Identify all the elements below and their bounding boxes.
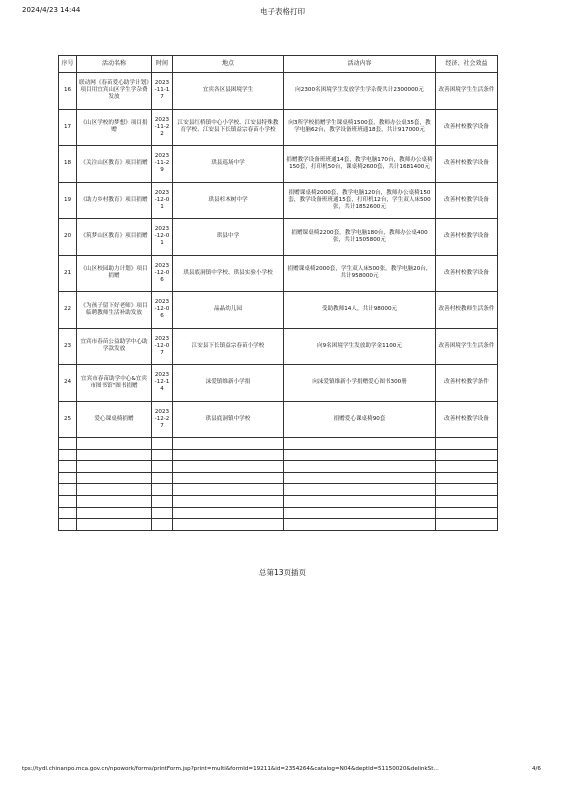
- cell-content: 捐赠课桌椅2200套，教学电脑180台，教师办公桌400张，共计1505800元: [284, 219, 436, 256]
- cell-no: 16: [59, 73, 77, 110]
- table-row: [59, 255, 498, 292]
- empty-cell: [77, 519, 152, 531]
- cell-content: 受助教师14人，共计98000元: [284, 292, 436, 329]
- cell-place: 江安县下长镇益宗春苗小学校: [173, 328, 284, 365]
- empty-row: [59, 484, 498, 496]
- cell-place: 晶晶幼儿园: [173, 292, 284, 329]
- empty-cell: [77, 495, 152, 507]
- empty-cell: [436, 484, 498, 496]
- print-url: tps://tydl.chinanpo.mca.gov.cn/npowork/forms/printForm.jsp?print=multi&formId=19211&id=2354264&catalog=N04&deptId=51150020&delinkSt...: [22, 766, 439, 772]
- page-total-label: 总第13页插页: [258, 568, 307, 577]
- table-row: [59, 328, 498, 365]
- cell-place: 珙县底洞镇中学校: [173, 401, 284, 438]
- table-row: [59, 109, 498, 146]
- empty-cell: [59, 461, 77, 473]
- cell-benefit: 改善村校教师生活条件: [436, 292, 498, 329]
- empty-cell: [284, 461, 436, 473]
- cell-time: 2023-12-14: [152, 365, 173, 402]
- cell-content: 向沫爱镇维新小学捐赠爱心图书300册: [284, 365, 436, 402]
- table-header-row: [59, 56, 498, 73]
- empty-cell: [173, 519, 284, 531]
- cell-time: 2023-11-17: [152, 73, 173, 110]
- cell-benefit: 改善困境学生生活条件: [436, 328, 498, 365]
- cell-name: 《助力乡村教育》项目捐赠: [77, 182, 152, 219]
- cell-benefit: 改善村校教学设备: [436, 146, 498, 183]
- empty-cell: [152, 484, 173, 496]
- empty-cell: [77, 449, 152, 461]
- cell-name: 宜宾市春苗公益助学中心助学款发放: [77, 328, 152, 365]
- empty-cell: [284, 519, 436, 531]
- cell-time: 2023-11-22: [152, 109, 173, 146]
- empty-cell: [152, 495, 173, 507]
- cell-name: 《山区校园助力计划》项目捐赠: [77, 255, 152, 292]
- cell-content: 捐赠教学设备班班通14套，教学电脑170台，教师办公桌椅150套，打印机50台，课桌椅2600套，共计1681400元: [284, 146, 436, 183]
- table-row: [59, 182, 498, 219]
- empty-row: [59, 472, 498, 484]
- cell-content: 向9名困境学生发放助学金1100元: [284, 328, 436, 365]
- col-header-content: 活动内容: [284, 56, 436, 73]
- cell-benefit: 改善村校教学设备: [436, 219, 498, 256]
- empty-cell: [59, 472, 77, 484]
- empty-cell: [59, 484, 77, 496]
- empty-cell: [173, 438, 284, 450]
- empty-cell: [284, 484, 436, 496]
- empty-row: [59, 519, 498, 531]
- cell-content: 捐赠爱心课桌椅90套: [284, 401, 436, 438]
- cell-no: 24: [59, 365, 77, 402]
- cell-no: 21: [59, 255, 77, 292]
- empty-cell: [173, 472, 284, 484]
- cell-benefit: 改善困境学生生活条件: [436, 73, 498, 110]
- empty-cell: [436, 507, 498, 519]
- cell-name: 《关注山区教育》项目捐赠: [77, 146, 152, 183]
- cell-name: 《山区学校的梦想》项目捐赠: [77, 109, 152, 146]
- empty-cell: [77, 438, 152, 450]
- table-row: [59, 219, 498, 256]
- empty-cell: [436, 438, 498, 450]
- empty-cell: [173, 484, 284, 496]
- cell-no: 20: [59, 219, 77, 256]
- col-header-name: 活动名称: [77, 56, 152, 73]
- cell-time: 2023-12-01: [152, 219, 173, 256]
- empty-cell: [152, 449, 173, 461]
- empty-cell: [284, 507, 436, 519]
- empty-row: [59, 507, 498, 519]
- empty-cell: [152, 472, 173, 484]
- cell-no: 25: [59, 401, 77, 438]
- cell-name: 爱心课桌椅捐赠: [77, 401, 152, 438]
- col-header-place: 地点: [173, 56, 284, 73]
- cell-time: 2023-12-06: [152, 292, 173, 329]
- cell-benefit: 改善村校教学设备: [436, 255, 498, 292]
- table-row: [59, 292, 498, 329]
- empty-cell: [152, 438, 173, 450]
- cell-time: 2023-12-01: [152, 182, 173, 219]
- empty-cell: [77, 472, 152, 484]
- cell-no: 18: [59, 146, 77, 183]
- cell-name: 宜宾市春苗助学中心&宜宾市图书馆"图书捐赠: [77, 365, 152, 402]
- empty-cell: [436, 519, 498, 531]
- cell-place: 珙县巡场中学: [173, 146, 284, 183]
- empty-cell: [77, 484, 152, 496]
- empty-cell: [59, 507, 77, 519]
- cell-no: 22: [59, 292, 77, 329]
- cell-time: 2023-12-27: [152, 401, 173, 438]
- empty-row: [59, 495, 498, 507]
- cell-time: 2023-11-29: [152, 146, 173, 183]
- cell-name: 联动网《春苗爱心助学计划》项目用宜宾山区学生学杂费发放: [77, 73, 152, 110]
- cell-place: 宜宾各区县困境学生: [173, 73, 284, 110]
- empty-cell: [284, 438, 436, 450]
- col-header-time: 时间: [152, 56, 173, 73]
- print-datetime: 2024/4/23 14:44: [22, 6, 81, 14]
- table-row: [59, 73, 498, 110]
- cell-content: 向2300名困境学生发放学生学杂费共计2300000元: [284, 73, 436, 110]
- page-number: 4/6: [531, 766, 541, 772]
- cell-name: 《筑梦山区教育》项目捐赠: [77, 219, 152, 256]
- empty-cell: [173, 449, 284, 461]
- empty-row: [59, 449, 498, 461]
- empty-row: [59, 438, 498, 450]
- col-header-no: 序号: [59, 56, 77, 73]
- empty-cell: [284, 449, 436, 461]
- cell-content: 捐赠课桌椅2000套，学生双人床500张，教学电脑20台，共计958000元: [284, 255, 436, 292]
- cell-benefit: 改善村校教学设备: [436, 401, 498, 438]
- empty-cell: [284, 495, 436, 507]
- empty-cell: [59, 495, 77, 507]
- cell-time: 2023-12-07: [152, 328, 173, 365]
- cell-place: 江安县红桥镇中心小学校、江安县特殊教育学校、江安县下长镇益宗春苗小学校: [173, 109, 284, 146]
- table-row: [59, 401, 498, 438]
- empty-cell: [59, 449, 77, 461]
- cell-no: 17: [59, 109, 77, 146]
- empty-cell: [284, 472, 436, 484]
- cell-benefit: 改善村校教学条件: [436, 365, 498, 402]
- empty-cell: [173, 495, 284, 507]
- cell-place: 沫爱镇维新小学捐: [173, 365, 284, 402]
- cell-no: 23: [59, 328, 77, 365]
- empty-row: [59, 461, 498, 473]
- empty-cell: [152, 519, 173, 531]
- table-row: [59, 365, 498, 402]
- empty-cell: [436, 461, 498, 473]
- activity-table: [58, 55, 498, 531]
- cell-content: 向3所学校捐赠学生课桌椅1500套，教师办公桌35套，教学电脑62台，教学设备班班通18套，共计917000元: [284, 109, 436, 146]
- empty-cell: [173, 507, 284, 519]
- empty-cell: [436, 472, 498, 484]
- cell-time: 2023-12-06: [152, 255, 173, 292]
- col-header-benefit: 经济、社会效益: [436, 56, 498, 73]
- empty-cell: [59, 438, 77, 450]
- table-row: [59, 146, 498, 183]
- cell-content: 捐赠课桌椅2000套，教学电脑120台，教师办公桌椅150套，教学设备班班通15套，打印机12台，学生双人床500张，共计1852600元: [284, 182, 436, 219]
- cell-benefit: 改善村校教学设备: [436, 109, 498, 146]
- cell-name: 《为孩子留下好老师》项目临聘教师生活补助发放: [77, 292, 152, 329]
- empty-cell: [173, 461, 284, 473]
- empty-cell: [436, 449, 498, 461]
- empty-cell: [436, 495, 498, 507]
- empty-cell: [59, 519, 77, 531]
- empty-cell: [152, 507, 173, 519]
- empty-cell: [152, 461, 173, 473]
- cell-place: 珙县杉木树中学: [173, 182, 284, 219]
- cell-benefit: 改善村校教学设备: [436, 182, 498, 219]
- empty-cell: [77, 461, 152, 473]
- empty-cell: [77, 507, 152, 519]
- cell-place: 珙县底洞镇中学校、珙县实验小学校: [173, 255, 284, 292]
- cell-no: 19: [59, 182, 77, 219]
- page-title: 电子表格打印: [260, 7, 305, 16]
- cell-place: 珙县中学: [173, 219, 284, 256]
